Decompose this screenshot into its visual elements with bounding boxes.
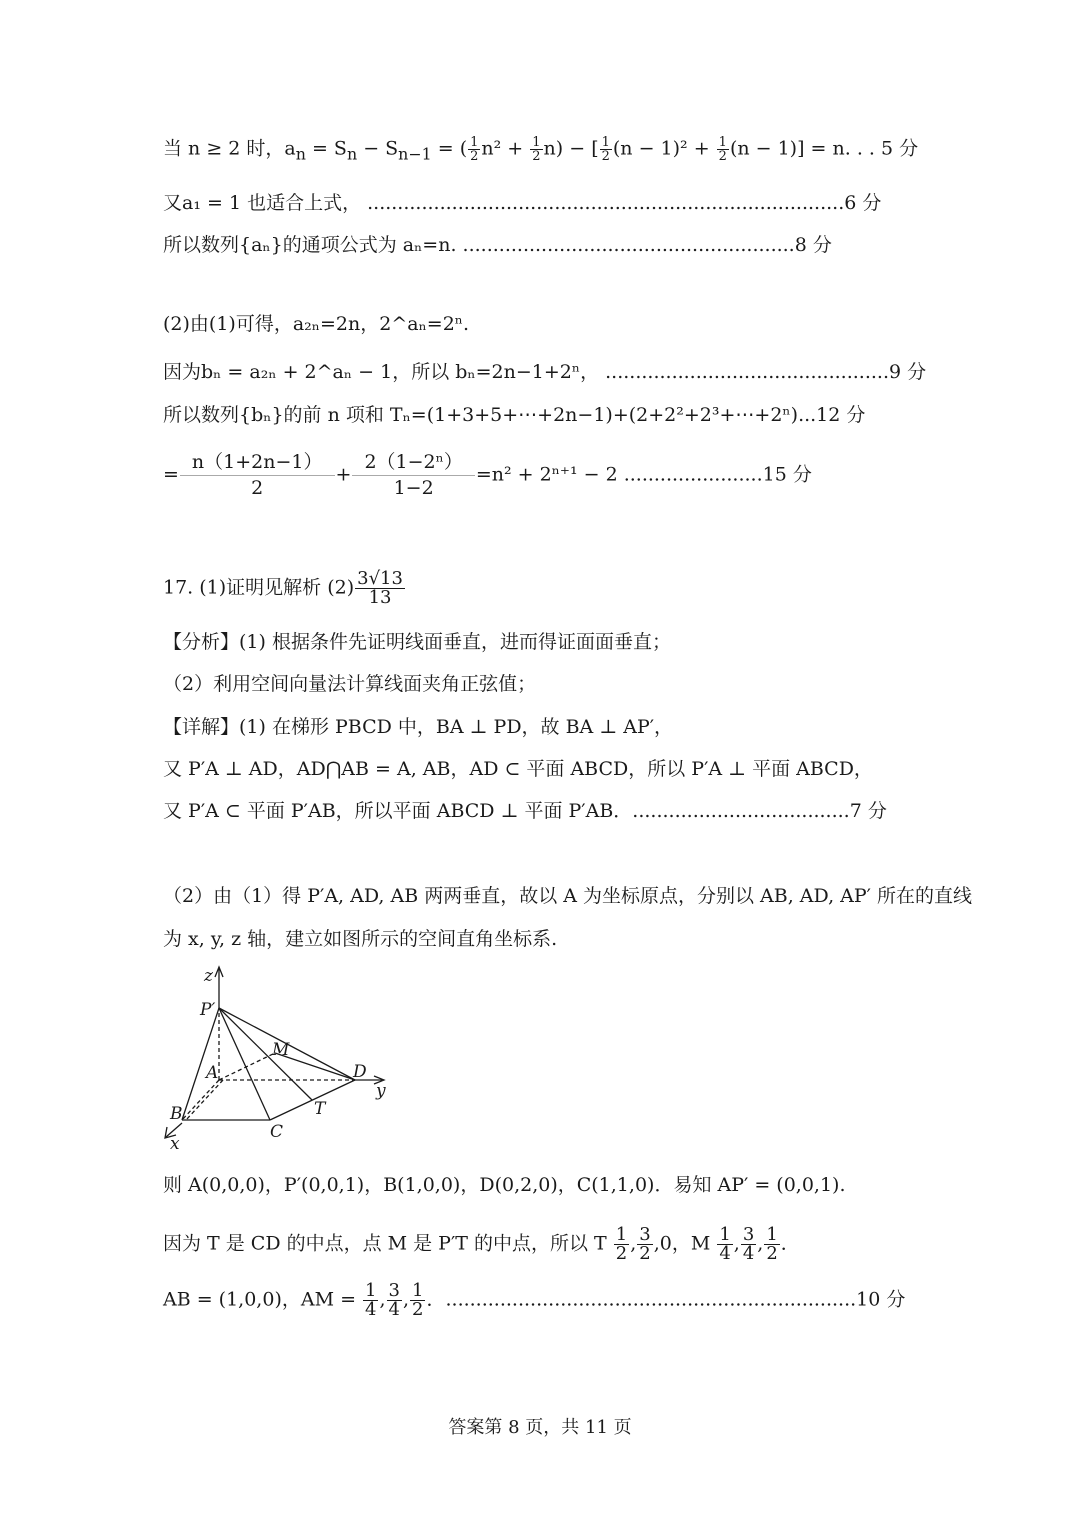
midpoint-line: 因为 T 是 CD 的中点，点 M 是 P′T 的中点，所以 T $\frac{1}{2}$ , $\frac{3}{2}$ ,0，M $\frac{1}{4}$ , $\frac{3}{4}$ , $\frac{1}{2}$ ． (163, 1224, 800, 1264)
fraction-answer: $\frac{3√13}{13}$ (357, 568, 403, 608)
edge-pt (219, 1008, 312, 1100)
label-t: T (314, 1099, 326, 1119)
label-z: z (204, 966, 213, 986)
coordinates-line: 则 A(0,0,0)，P′(0,0,1)，B(1,0,0)，D(0,2,0)，C(1,1,0)．易知 AP′ = (0,0,1). (163, 1174, 846, 1196)
solution-line-part2-start: (2)由(1)可得，a₂ₙ=2n，2^aₙ=2ⁿ. (163, 313, 470, 335)
fraction-half: $\frac{1}{2}$ (470, 135, 479, 164)
analysis-line-1: 【分析】(1) 根据条件先证明线面垂直，进而得证面面垂直； (163, 631, 671, 653)
fraction-sum-odd: $\frac{n(1+2n-1)}{2}$ (180, 450, 335, 501)
edge-ab (182, 1080, 219, 1120)
subscript: n (346, 144, 358, 164)
label-a: A (206, 1063, 219, 1083)
fraction-tx: $\frac{1}{2}$ (615, 1224, 628, 1264)
fraction-mx: $\frac{1}{4}$ (719, 1224, 731, 1264)
solution-line-an-derivation: 当 n ≥ 2 时，$a_n = S_n - S_{n-1}$ = ( $\frac{1}{2}$ n² + $\frac{1}{2}$ n) − [ $\frac{1}{2}$ (n − 1)² + $\frac{1}{2}$ (n − 1)] = n. . . 5 分 (163, 135, 919, 164)
fraction-amy: $\frac{3}{4}$ (388, 1280, 400, 1320)
solution-line-tn: 所以数列{bₙ}的前 n 项和 Tₙ=(1+3+5+⋯+2n−1)+(2+2²+2³+⋯+2ⁿ)...12 分 (163, 404, 866, 426)
solution-line-general-formula: 所以数列{aₙ}的通项公式为 aₙ=n. .......................................................8 分 (163, 234, 832, 256)
label-d: D (353, 1062, 367, 1082)
solution-line-a1: 又a₁ = 1 也适合上式， ...............................................................................6 分 (163, 192, 882, 214)
solution-line-bn: 因为bₙ = a₂ₙ + 2^aₙ − 1，所以 bₙ=2n−1+2ⁿ， ...............................................9 分 (163, 361, 927, 383)
fraction-ty: $\frac{3}{2}$ (639, 1224, 651, 1264)
label-x: x (170, 1134, 180, 1153)
label-b: B (170, 1104, 183, 1124)
edge-cd (270, 1080, 355, 1120)
detail-line-3: 又 P′A ⊂ 平面 P′AB，所以平面 ABCD ⊥ 平面 P′AB．....................................7 分 (163, 800, 887, 822)
fraction-half: $\frac{1}{2}$ (532, 135, 541, 164)
label-c: C (270, 1122, 284, 1142)
pyramid-diagram (160, 963, 400, 1153)
detail-line-4: （2）由（1）得 P′A, AD, AB 两两垂直，故以 A 为坐标原点，分别以 AB, AD, AP′ 所在的直线 (163, 885, 973, 907)
fraction-mz: $\frac{1}{2}$ (766, 1224, 778, 1264)
detail-line-2: 又 P′A ⊥ AD，AD⋂AB = A, AB，AD ⊂ 平面 ABCD，所以 P′A ⊥ 平面 ABCD， (163, 758, 873, 780)
detail-line-5: 为 x, y, z 轴，建立如图所示的空间直角坐标系. (163, 928, 558, 950)
edge-pc (219, 1008, 270, 1120)
vector-line: AB = (1,0,0)，AM = $\frac{1}{4}$ , $\frac{3}{4}$ , $\frac{1}{2}$ ．....................................................................10 分 (163, 1280, 906, 1320)
edge-am (219, 1053, 275, 1080)
subscript: n (295, 144, 306, 164)
label-m: M (272, 1040, 290, 1060)
fraction-half: $\frac{1}{2}$ (718, 135, 727, 164)
question-17-answer: 17. (1)证明见解析 (2) $\frac{3√13}{13}$ (163, 568, 403, 608)
detail-line-1: 【详解】(1) 在梯形 PBCD 中，BA ⊥ PD，故 BA ⊥ AP′， (163, 716, 674, 738)
fraction-sum-geometric: $\frac{\text{2（1−2ⁿ）}}{1-2}$ (352, 450, 474, 501)
edge-ab-parallel (186, 1080, 223, 1120)
fraction-amz: $\frac{1}{2}$ (412, 1280, 424, 1320)
fraction-amx: $\frac{1}{4}$ (365, 1280, 377, 1320)
fraction-my: $\frac{3}{4}$ (742, 1224, 755, 1264)
analysis-line-2: （2）利用空间向量法计算线面夹角正弦值； (163, 673, 537, 695)
solution-line-tn-result: = $\frac{n(1+2n-1)}{2}$ + $\frac{\text{2（1−2ⁿ）}}{1-2}$ =n² + 2ⁿ⁺¹ − 2 .......................15 分 (163, 451, 812, 499)
subscript: n−1 (398, 144, 432, 164)
label-p: P′ (200, 1000, 216, 1020)
fraction-half: $\frac{1}{2}$ (601, 135, 610, 164)
label-y: y (376, 1081, 386, 1101)
page-footer: 答案第 8 页，共 11 页 (448, 1417, 632, 1438)
